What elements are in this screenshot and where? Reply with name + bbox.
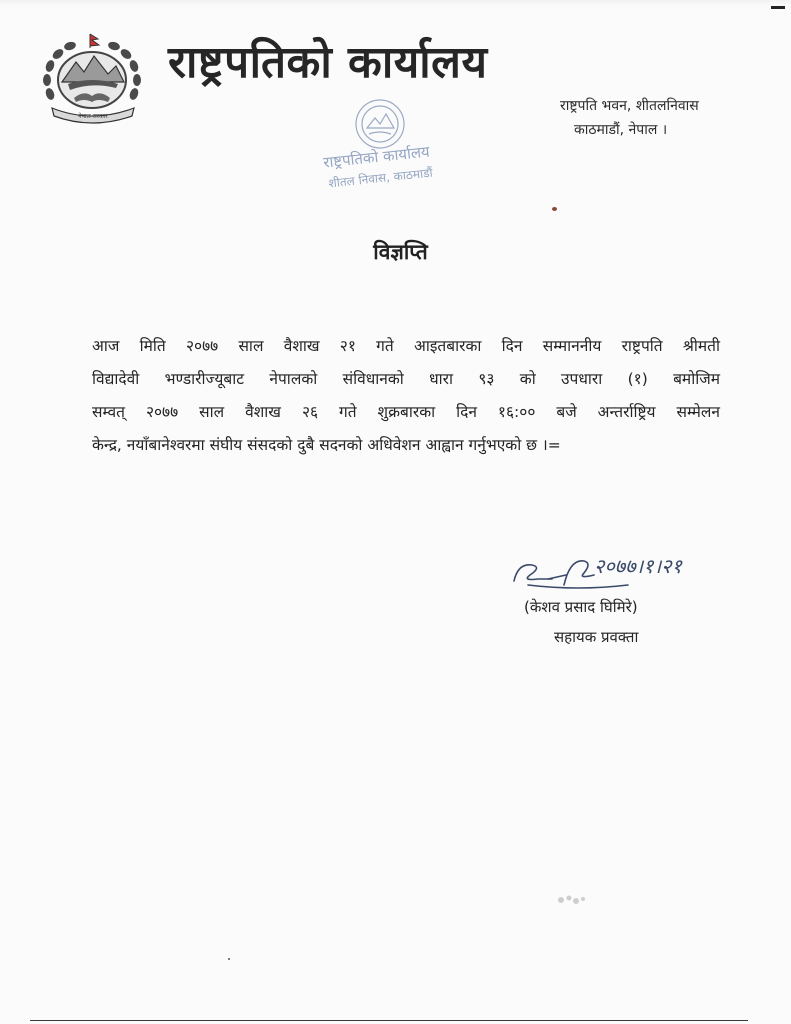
scan-dot <box>228 958 230 960</box>
address-line-1: राष्ट्रपति भवन, शीतलनिवास <box>560 98 699 114</box>
notice-line: केन्द्र, नयाँबानेश्वरमा संघीय संसदको दुबै सदनको अधिवेशन आह्वान गर्नुभएको छ ।= <box>92 436 561 454</box>
address-line-2: काठमाडौं, नेपाल । <box>574 122 668 138</box>
notice-body <box>92 330 720 462</box>
notice-line: आज मिति २०७७ साल वैशाख २१ गते आइतबारका दिन सम्माननीय राष्ट्रपति श्रीमती <box>92 337 720 355</box>
notice-line: सम्वत् २०७७ साल वैशाख २६ गते शुक्रबारका दिन १६:०० बजे अन्तर्राष्ट्रिय सम्मेलन <box>92 403 720 421</box>
stamp-text-line-1: राष्ट्रपतिको कार्यालय <box>322 142 431 172</box>
scan-smudge <box>555 893 589 907</box>
notice-heading: विज्ञप्ति <box>373 240 428 264</box>
scan-edge <box>0 0 791 6</box>
signer-title: सहायक प्रवक्ता <box>554 628 639 646</box>
nepal-government-emblem-icon <box>38 32 148 124</box>
emblem-caption: नेपाल सरकार <box>78 113 108 120</box>
scan-speck <box>552 207 557 211</box>
signer-name: (केशव प्रसाद घिमिरे) <box>524 598 638 616</box>
signature <box>508 545 708 593</box>
signature-date: २०७७।१।२१ <box>594 554 682 578</box>
bottom-rule <box>30 1020 748 1021</box>
office-stamp-icon <box>305 94 455 199</box>
notice-line: विद्यादेवी भण्डारीज्यूबाट नेपालको संविधानको धारा ९३ को उपधारा (१) बमोजिम <box>92 370 720 388</box>
office-title: राष्ट्रपतिको कार्यालय <box>168 37 488 88</box>
stamp-text-line-2: शीतल निवास, काठमाडौं <box>327 165 434 191</box>
office-address <box>560 94 760 142</box>
corner-mark <box>771 6 785 9</box>
